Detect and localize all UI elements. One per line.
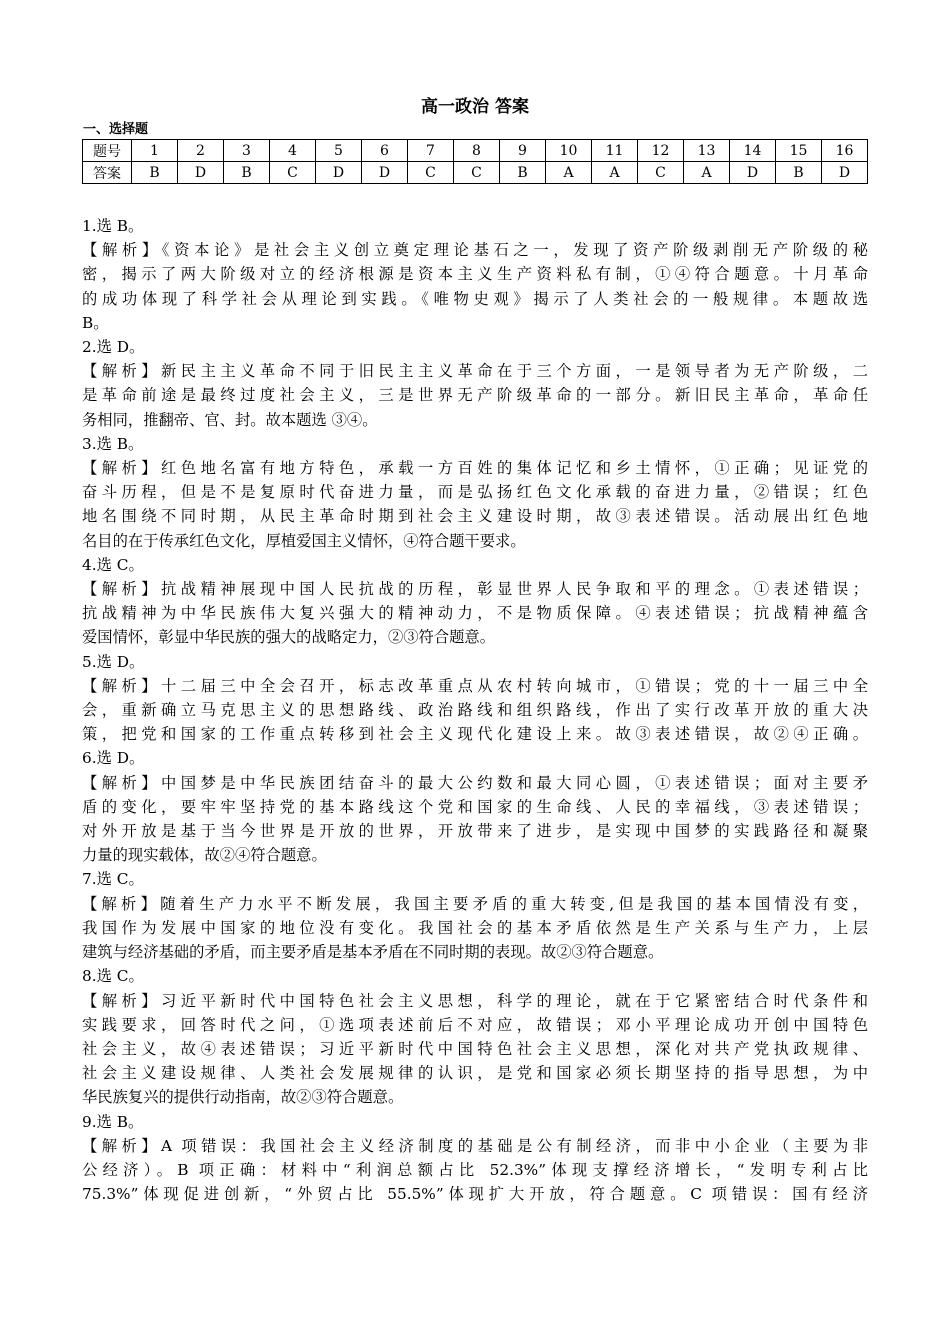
question-number-cell: 11	[592, 140, 638, 162]
text-line: 【解析】抗战精神展现中国人民抗战的历程，彰显世界人民争取和平的理念。①表述错误；	[82, 580, 868, 599]
text-line: 1.选 B。	[82, 217, 144, 235]
answer-cell: D	[362, 162, 408, 184]
question-number-cell: 14	[730, 140, 776, 162]
answer-cell: B	[776, 162, 822, 184]
text-line: 建筑与经济基础的矛盾，而主要矛盾是基本矛盾在不同时期的表现。故②③符合题意。	[82, 943, 664, 962]
text-line: 【解析】随着生产力水平不断发展，我国主要矛盾的重大转变,但是我国的基本国情没有变，	[82, 894, 868, 913]
question-number-cell: 9	[500, 140, 546, 162]
text-line: 华民族复兴的提供行动指南，故②③符合题意。	[82, 1088, 404, 1107]
section-heading: 一、选择题	[83, 122, 149, 137]
text-line: 社会主义建设规律、人类社会发展规律的认识，是党和国家必须长期坚持的指导思想，为中	[82, 1064, 868, 1083]
question-number-cell: 3	[224, 140, 270, 162]
text-line: 密，揭示了两大阶级对立的经济根源是资本主义生产资料私有制，①④符合题意。十月革命	[82, 265, 868, 284]
text-line: 奋斗历程，但是不是复原时代奋进力量，而是弘扬红色文化承载的奋进力量，②错误；红色	[82, 483, 868, 502]
text-line: 爱国情怀，彰显中华民族的强大的战略定力，②③符合题意。	[82, 628, 496, 647]
text-line: 社会主义，故④表述错误；习近平新时代中国特色社会主义思想，深化对共产党执政规律、	[82, 1039, 868, 1058]
question-number-cell: 2	[178, 140, 224, 162]
question-number-cell: 1	[132, 140, 178, 162]
text-line: 务相同，推翻帝、官、封。故本题选 ③④。	[82, 410, 378, 429]
answer-cell: B	[132, 162, 178, 184]
answer-cell: D	[822, 162, 868, 184]
text-line: 【解析】十二届三中全会召开，标志改革重点从农村转向城市，①错误；党的十一届三中全	[82, 676, 868, 695]
text-line: 【解析】《资本论》是社会主义创立奠定理论基石之一，发现了资产阶级剥削无产阶级的秘	[82, 241, 868, 260]
text-line: 力量的现实载体，故②④符合题意。	[82, 846, 327, 865]
answer-explanations	[82, 214, 868, 1206]
question-number-cell: 7	[408, 140, 454, 162]
text-line: 的成功体现了科学社会从理论到实践。《唯物史观》揭示了人类社会的一般规律。本题故选	[82, 289, 868, 308]
question-number-cell: 6	[362, 140, 408, 162]
page-title: 高一政治 答案	[421, 97, 529, 117]
text-line: 【解析】红色地名富有地方特色，承载一方百姓的集体记忆和乡土情怀，①正确；见证党的	[82, 459, 868, 478]
question-number-cell: 4	[270, 140, 316, 162]
text-line: 【解析】中国梦是中华民族团结奋斗的最大公约数和最大同心圆，①表述错误；面对主要矛	[82, 773, 868, 792]
text-line: 会，重新确立马克思主义的思想路线、政治路线和组织路线，作出了实行改革开放的重大决	[82, 701, 868, 720]
text-line: 我国作为发展中国家的地位没有变化。我国社会的基本矛盾依然是生产关系与生产力，上层	[82, 918, 868, 937]
row-label-answers: 答案	[83, 162, 132, 184]
table-row-answers	[83, 162, 868, 184]
text-line: 【解析】新民主主义革命不同于旧民主主义革命在于三个方面，一是领导者为无产阶级，二	[82, 362, 868, 381]
text-line: 75.3%”体现促进创新，“外贸占比 55.5%”体现扩大开放，符合题意。C 项错误：国有经济	[82, 1185, 868, 1204]
question-number-cell: 8	[454, 140, 500, 162]
answer-cell: C	[454, 162, 500, 184]
table-row-numbers	[83, 140, 868, 162]
text-line: 实践要求，回答时代之问，①选项表述前后不对应，故错误；邓小平理论成功开创中国特色	[82, 1015, 868, 1034]
question-number-cell: 5	[316, 140, 362, 162]
question-number-cell: 15	[776, 140, 822, 162]
text-line: 名目的在于传承红色文化，厚植爱国主义情怀，④符合题干要求。	[82, 531, 526, 550]
text-line: 抗战精神为中华民族伟大复兴强大的精神动力，不是物质保障。④表述错误；抗战精神蕴含	[82, 604, 868, 623]
text-line: B。	[82, 313, 109, 332]
answer-cell: C	[408, 162, 454, 184]
text-line: 6.选 D。	[82, 749, 145, 768]
question-number-cell: 16	[822, 140, 868, 162]
answer-cell: D	[730, 162, 776, 184]
answer-cell: D	[178, 162, 224, 184]
text-line: 策，把党和国家的工作重点转移到社会主义现代化建设上来。故③表述错误，故②④正确。	[82, 725, 868, 744]
answer-cell: B	[224, 162, 270, 184]
answer-cell: C	[638, 162, 684, 184]
question-number-cell: 12	[638, 140, 684, 162]
question-number-cell: 13	[684, 140, 730, 162]
text-line: 8.选 C。	[82, 967, 144, 986]
answer-cell: B	[500, 162, 546, 184]
text-line: 【解析】A 项错误：我国社会主义经济制度的基础是公有制经济，而非中小企业（主要为非	[82, 1136, 868, 1155]
answer-cell: A	[684, 162, 730, 184]
answer-cell: A	[546, 162, 592, 184]
text-line: 7.选 C。	[82, 870, 144, 889]
text-line: 公经济）。B 项正确：材料中“利润总额占比 52.3%”体现支撑经济增长，“发明专利占比	[82, 1160, 868, 1179]
text-line: 3.选 B。	[82, 434, 144, 453]
answer-table	[82, 139, 868, 184]
text-line: 对外开放是基于当今世界是开放的世界，开放带来了进步，是实现中国梦的实践路径和凝聚	[82, 822, 868, 841]
answer-cell: A	[592, 162, 638, 184]
text-line: 地名围绕不同时期，从民主革命时期到社会主义建设时期，故③表述错误。活动展出红色地	[82, 507, 868, 526]
text-line: 是革命前途是最终过度社会主义，三是世界无产阶级革命的一部分。新旧民主革命，革命任	[82, 386, 868, 405]
text-line: 2.选 D。	[82, 338, 145, 357]
text-line: 【解析】习近平新时代中国特色社会主义思想，科学的理论，就在于它紧密结合时代条件和	[82, 991, 868, 1010]
text-line: 9.选 B。	[82, 1112, 144, 1131]
answer-cell: D	[316, 162, 362, 184]
text-line: 盾的变化，要牢牢坚持党的基本路线这个党和国家的生命线、人民的幸福线，③表述错误；	[82, 797, 868, 816]
text-line: 5.选 D。	[82, 652, 145, 671]
text-line: 4.选 C。	[82, 555, 144, 574]
answer-cell: C	[270, 162, 316, 184]
question-number-cell: 10	[546, 140, 592, 162]
row-label-numbers: 题号	[83, 140, 132, 162]
